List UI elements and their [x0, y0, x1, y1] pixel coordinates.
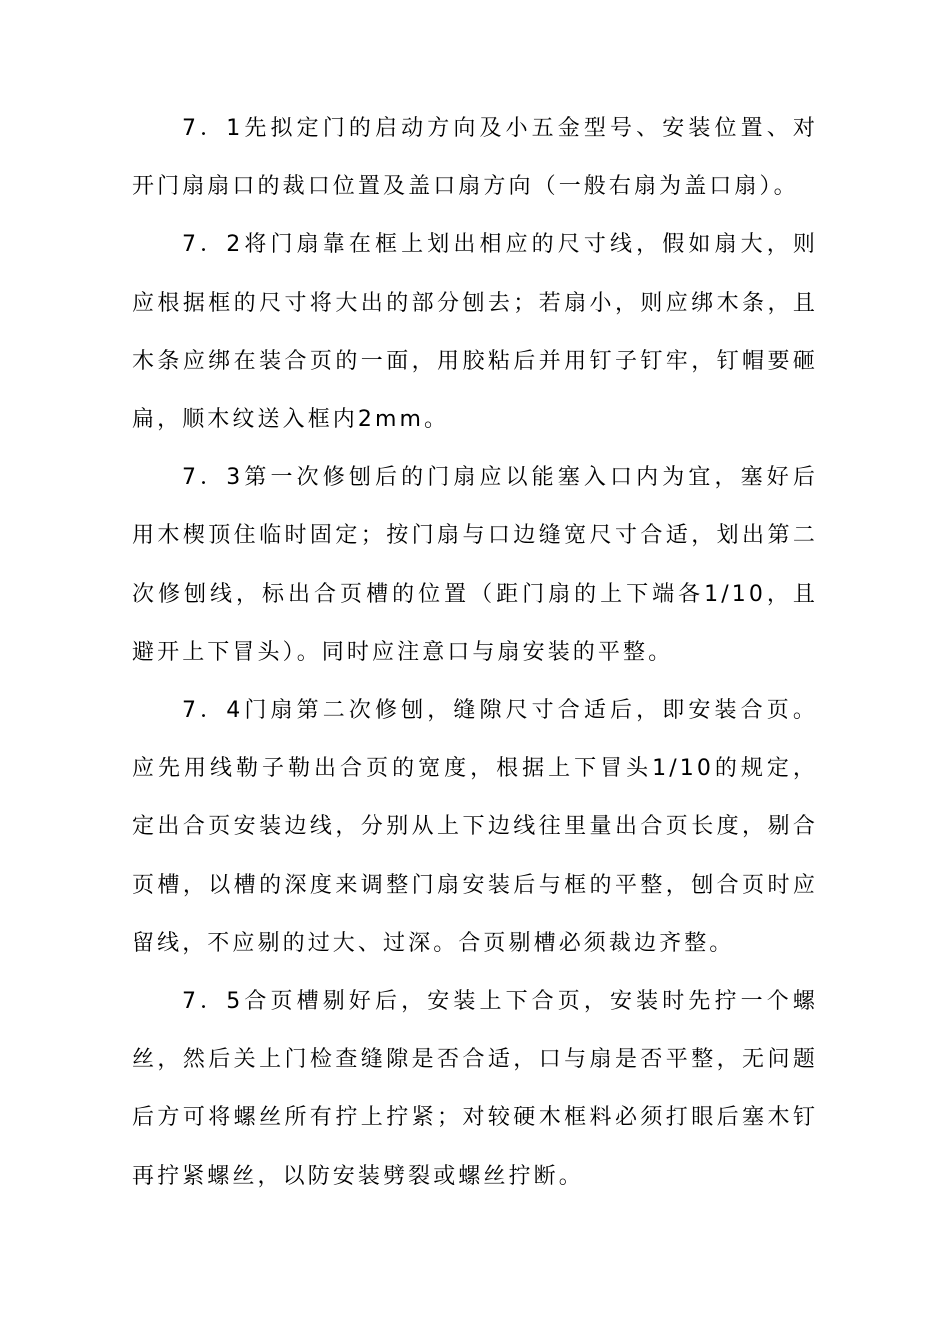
- paragraph-7-1: 7．1先拟定门的启动方向及小五金型号、安装位置、对开门扇扇口的裁口位置及盖口扇方向（一般右扇为盖口扇）。: [132, 116, 818, 200]
- paragraph-7-5: 7．5合页槽剔好后，安装上下合页，安装时先拧一个螺丝，然后关上门检查缝隙是否合适，口与扇是否平整，无问题后方可将螺丝所有拧上拧紧；对较硬木框料必须打眼后塞木钉再拧紧螺丝，以防安装劈裂或螺丝拧断。: [132, 989, 818, 1189]
- document-body: [132, 100, 818, 1206]
- paragraph-7-3: 7．3第一次修刨后的门扇应以能塞入口内为宜，塞好后用木楔顶住临时固定；按门扇与口边缝宽尺寸合适，划出第二次修刨线，标出合页槽的位置（距门扇的上下端各1/10，且避开上下冒头）。同时应注意口与扇安装的平整。: [132, 465, 818, 665]
- paragraph-7-4: 7．4门扇第二次修刨，缝隙尺寸合适后，即安装合页。应先用线勒子勒出合页的宽度，根据上下冒头1/10的规定，定出合页安装边线，分别从上下边线往里量出合页长度，剔合页槽，以槽的深度来调整门扇安装后与框的平整，刨合页时应留线，不应剔的过大、过深。合页剔槽必须裁边齐整。: [132, 698, 818, 956]
- paragraph-7-2: 7．2将门扇靠在框上划出相应的尺寸线，假如扇大，则应根据框的尺寸将大出的部分刨去；若扇小，则应绑木条，且木条应绑在装合页的一面，用胶粘后并用钉子钉牢，钉帽要砸扁，顺木纹送入框内2mm。: [132, 232, 818, 433]
